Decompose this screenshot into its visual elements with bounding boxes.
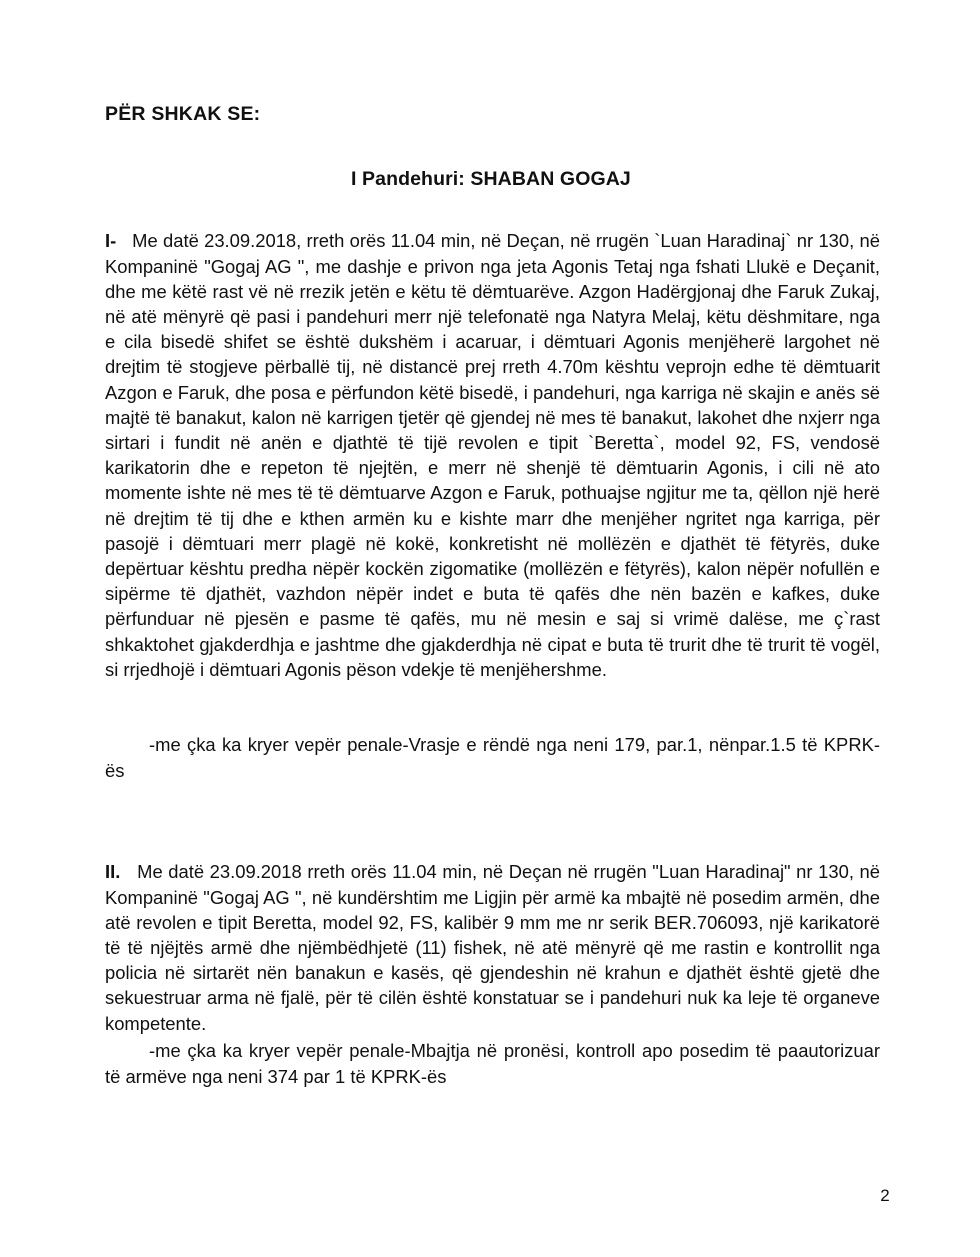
heading-defendant: I Pandehuri: SHABAN GOGAJ [351, 168, 631, 190]
charge-two-paragraph: -me çka ka kryer vepër penale-Mbajtja në pronësi, kontroll apo posedim të paautorizuar të armëve nga neni 374 par 1 të KPRK-ës [105, 1040, 880, 1087]
count-one-paragraph [105, 228, 880, 682]
count-two-text: Me datë 23.09.2018 rreth orës 11.04 min, në Deçan në rrugën "Luan Haradinaj" nr 130, në Kompaninë "Gogaj AG ", në kundërshtim me Ligjin për armë ka mbajtë në posedim armën, dhe atë revolen e tipit Beretta, model 92, FS, kalibër 9 mm me nr serik BER.706093, një karikatorë të të njëjtës armë dhe njëmbëdhjetë (11) fishek, në atë mënyrë që me rastin e kontrollit nga policia në sirtarët nën banakun e kasës, që gjendeshin në krahun e djathët është gjetë dhe sekuestruar arma në fjalë, për të cilën është konstatuar se i pandehuri nuk ka leje të organeve kompetente. [105, 861, 880, 1034]
count-one-marker: I- [105, 230, 117, 252]
heading-cause: PËR SHKAK SE: [105, 103, 261, 125]
count-one-text: Me datë 23.09.2018, rreth orës 11.04 min, në Deçan, në rrugën `Luan Haradinaj` nr 130, në Kompaninë "Gogaj AG ", me dashje e privon nga jeta Agonis Tetaj nga fshati Llukë e Deçanit, dhe me këtë rast vë në rrezik jetën e këtu të dëmtuarëve. Azgon Hadërgjonaj dhe Faruk Zukaj, në atë mënyrë që pasi i pandehuri merr një telefonatë nga Natyra Melaj, këtu dëshmitare, nga e cila bisedë shifet se është dukshëm i acaruar, i dëmtuari Agonis menjëherë largohet në drejtim të stogjeve përballë tij, në distancë prej rreth 4.70m kështu veprojn edhe të dëmtuarit Azgon e Faruk, dhe posa e përfundon këtë bisedë, i pandehuri, nga karriga në skajin e anës së majtë të banakut, kalon në karrigen tjetër që gjendej në mes të banakut, lakohet dhe nxjerr nga sirtari i fundit në anën e djathtë të tijë revolen e tipit `Beretta`, model 92, FS, vendosë karikatorin dhe e repeton të njejtën, e merr në shenjë të dëmtuarin Agonis, i cili në ato momente ishte në mes të të dëmtuarve Azgon e Faruk, pothuajse ngjitur me ta, qëllon një herë në drejtim të tij dhe e kthen armën ku e kishte marr dhe menjëher ngritet nga karriga, për pasojë i dëmtuari merr plagë në kokë, konkretisht në mollëzën e djathët të fëtyrës, duke depërtuar kështu predha nëpër kockën zigomatike (mollëzën e fëtyrës), kalon nëpër nofullën e sipërme të djathët, vazhdon nëpër indet e buta të qafës dhe nën bazën e kafkes, duke përfunduar në pjesën e pasme të qafës, mu në mesin e saj si vrimë dalëse, me ç`rast shkaktohet gjakderdhja e jashtme dhe gjakderdhja në cipat e buta të trurit dhe të trurit të vogël, si rrjedhojë i dëmtuari Agonis pëson vdekje të menjëhershme. [105, 230, 880, 680]
count-two-paragraph [105, 859, 880, 1035]
count-two-marker: II. [105, 861, 121, 883]
page-number: 2 [880, 1186, 890, 1205]
charge-one-paragraph: -me çka ka kryer vepër penale-Vrasje e rëndë nga neni 179, par.1, nënpar.1.5 të KPRK-ës [105, 734, 880, 781]
